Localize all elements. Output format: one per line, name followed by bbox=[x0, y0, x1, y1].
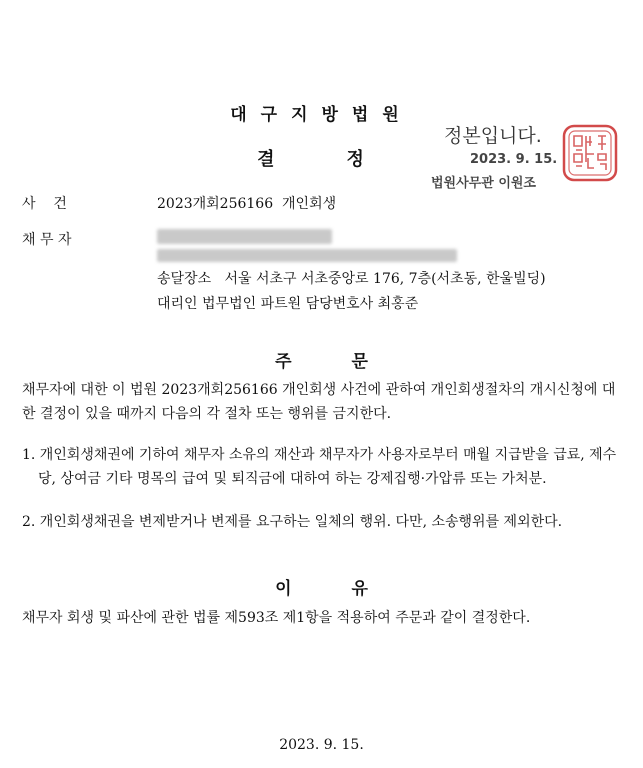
service-address: 송달장소 서울 서초구 서초중앙로 176, 7층(서초동, 한울빌딩) bbox=[157, 271, 546, 287]
reason-paragraph: 채무자 회생 및 파산에 관한 법률 제593조 제1항을 적용하여 주문과 같이 결정한다. bbox=[22, 610, 531, 626]
order-item-2: 2. 개인회생채권을 변제받거나 변제를 요구하는 일체의 행위. 다만, 소송행위를 제외한다. bbox=[22, 514, 563, 530]
debtor-label: 채 무 자 bbox=[22, 232, 72, 248]
decision-date: 2023. 9. 15. bbox=[279, 737, 364, 753]
certified-copy-text: 정본입니다. bbox=[444, 125, 542, 147]
court-seal-icon bbox=[562, 124, 618, 182]
legal-agent: 대리인 법무법인 파트원 담당변호사 최홍준 bbox=[157, 296, 419, 312]
court-name: 대구지방법원 bbox=[230, 105, 413, 125]
document-type: 결정 bbox=[257, 149, 436, 170]
clerk-name: 법원사무관 이원조 bbox=[431, 176, 536, 191]
order-item-1: 1. 개인회생채권에 기하여 채무자 소유의 재산과 채무자가 사용자로부터 매월 지급받을 급료, 제수당, 상여금 기타 명목의 급여 및 퇴직금에 대하여 하는 강제집행·가압류 또는 가처분. bbox=[22, 447, 617, 487]
order-paragraph: 채무자에 대한 이 법원 2023개회256166 개인회생 사건에 관하여 개인회생절차의 개시신청에 대한 결정이 있을 때까지 다음의 각 절차 또는 행위를 금지한다. bbox=[22, 382, 616, 422]
redacted-debtor-address bbox=[157, 249, 457, 262]
case-number: 2023개회256166 개인회생 bbox=[157, 196, 337, 212]
certified-copy-date: 2023. 9. 15. bbox=[470, 152, 558, 167]
reason-title: 이유 bbox=[275, 579, 428, 599]
order-title: 주문 bbox=[275, 352, 428, 372]
case-label: 사 건 bbox=[22, 196, 67, 212]
redacted-debtor-name bbox=[157, 229, 332, 244]
